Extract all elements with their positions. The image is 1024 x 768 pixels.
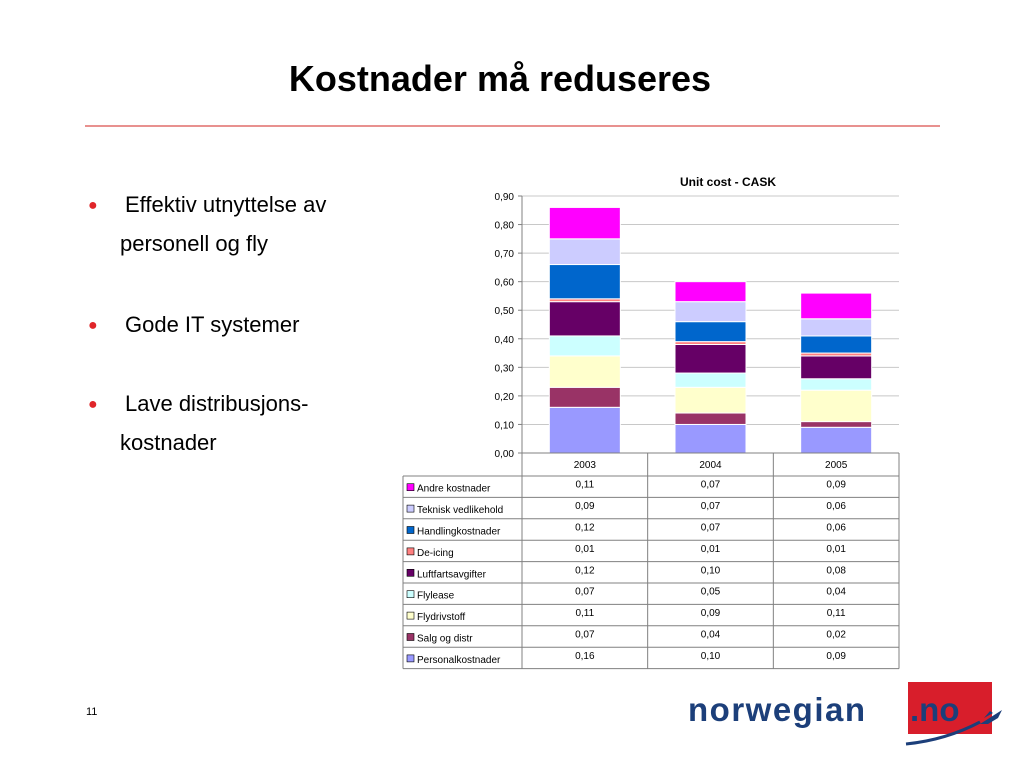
bar-segment [675, 322, 746, 342]
x-tick-label: 2003 [573, 460, 596, 471]
y-tick-label: 0,20 [494, 391, 514, 403]
data-label: 0,01 [700, 543, 721, 555]
logo-wordmark: norwegian [688, 691, 867, 728]
legend-swatch [407, 484, 414, 491]
x-tick-label: 2005 [825, 460, 848, 471]
bar-segment [675, 424, 746, 453]
data-label: 0,07 [575, 629, 595, 641]
data-label: 0,10 [700, 565, 721, 577]
bullet-dot-icon: ● [88, 317, 98, 334]
legend-swatch [407, 505, 414, 512]
bar-segment [675, 387, 746, 413]
data-label: 0,11 [575, 608, 595, 620]
bar-segment [675, 282, 746, 302]
bar-segment [675, 373, 746, 387]
data-label: 0,09 [575, 501, 595, 513]
bar-segment [801, 336, 872, 353]
bar-segment [675, 413, 746, 424]
data-label: 0,02 [826, 629, 846, 641]
page-number: 11 [86, 706, 98, 718]
bullet-text: Lave distribusjons- [125, 391, 309, 416]
legend-swatch [407, 612, 414, 619]
legend-swatch [407, 591, 414, 598]
data-label: 0,06 [826, 522, 846, 534]
data-label: 0,06 [826, 501, 846, 513]
norwegian-logo [684, 680, 1004, 750]
bar-segment [549, 336, 620, 356]
x-tick-label: 2004 [699, 460, 722, 471]
data-label: 0,16 [575, 650, 595, 662]
bar-segment [801, 293, 872, 319]
bar-segment [801, 422, 872, 428]
bullet-continuation: kostnader [120, 430, 217, 455]
legend-swatch [407, 527, 414, 534]
data-label: 0,05 [700, 586, 721, 598]
bar-segment [801, 390, 872, 421]
bullet-dot-icon: ● [88, 396, 98, 413]
legend-label: Flylease [417, 590, 455, 602]
y-tick-label: 0,00 [494, 449, 514, 460]
data-label: 0,09 [826, 650, 846, 662]
data-label: 0,04 [700, 629, 721, 641]
bar-segment [549, 302, 620, 336]
data-label: 0,08 [826, 565, 846, 577]
bar-segment [801, 356, 872, 379]
bullet-text: Effektiv utnyttelse av [125, 192, 327, 217]
y-tick-label: 0,40 [494, 334, 514, 346]
bar-segment [801, 427, 872, 453]
data-label: 0,11 [826, 608, 846, 620]
y-tick-label: 0,30 [494, 363, 514, 375]
bar-segment [675, 344, 746, 373]
legend-label: Teknisk vedlikehold [417, 505, 504, 517]
chart-title: Unit cost - CASK [680, 175, 776, 189]
legend-swatch [407, 634, 414, 641]
legend-label: Flydrivstoff [417, 612, 466, 624]
slide-title: Kostnader må reduseres [288, 58, 712, 99]
data-label: 0,07 [700, 501, 721, 513]
bar-segment [549, 207, 620, 238]
data-label: 0,07 [700, 522, 721, 534]
bar-segment [549, 407, 620, 453]
bullet-continuation: personell og fly [120, 231, 268, 256]
legend-swatch [407, 569, 414, 576]
legend-label: Luftfartsavgifter [417, 569, 486, 581]
bar-segment [801, 379, 872, 390]
bar-segment [549, 387, 620, 407]
data-label: 0,09 [826, 479, 846, 491]
y-tick-label: 0,50 [494, 306, 514, 318]
bar-segment [549, 265, 620, 299]
legend-label: Andre kostnader [417, 483, 491, 495]
y-tick-label: 0,70 [494, 249, 514, 261]
legend-swatch [407, 548, 414, 555]
data-label: 0,04 [826, 586, 846, 598]
data-label: 0,01 [826, 543, 846, 555]
data-label: 0,10 [700, 650, 721, 662]
legend-swatch [407, 655, 414, 662]
y-tick-label: 0,90 [494, 192, 514, 203]
data-label: 0,12 [575, 522, 595, 534]
legend-label: De-icing [417, 547, 454, 559]
data-label: 0,01 [575, 543, 595, 555]
legend-label: Personalkostnader [417, 654, 501, 666]
bar-segment [675, 302, 746, 322]
y-tick-label: 0,60 [494, 277, 514, 289]
legend-label: Handlingkostnader [417, 526, 501, 538]
data-label: 0,11 [575, 479, 595, 491]
logo-suffix: .no [910, 691, 960, 728]
data-label: 0,09 [700, 608, 721, 620]
data-label: 0,07 [700, 479, 721, 491]
y-tick-label: 0,80 [494, 220, 514, 232]
data-label: 0,07 [575, 586, 595, 598]
bar-segment [549, 356, 620, 387]
bar-segment [549, 239, 620, 265]
legend-label: Salg og distr [417, 633, 473, 645]
y-tick-label: 0,10 [494, 420, 514, 432]
bullet-dot-icon: ● [88, 197, 98, 214]
data-label: 0,12 [575, 565, 595, 577]
bar-segment [801, 319, 872, 336]
bullet-text: Gode IT systemer [125, 312, 300, 337]
